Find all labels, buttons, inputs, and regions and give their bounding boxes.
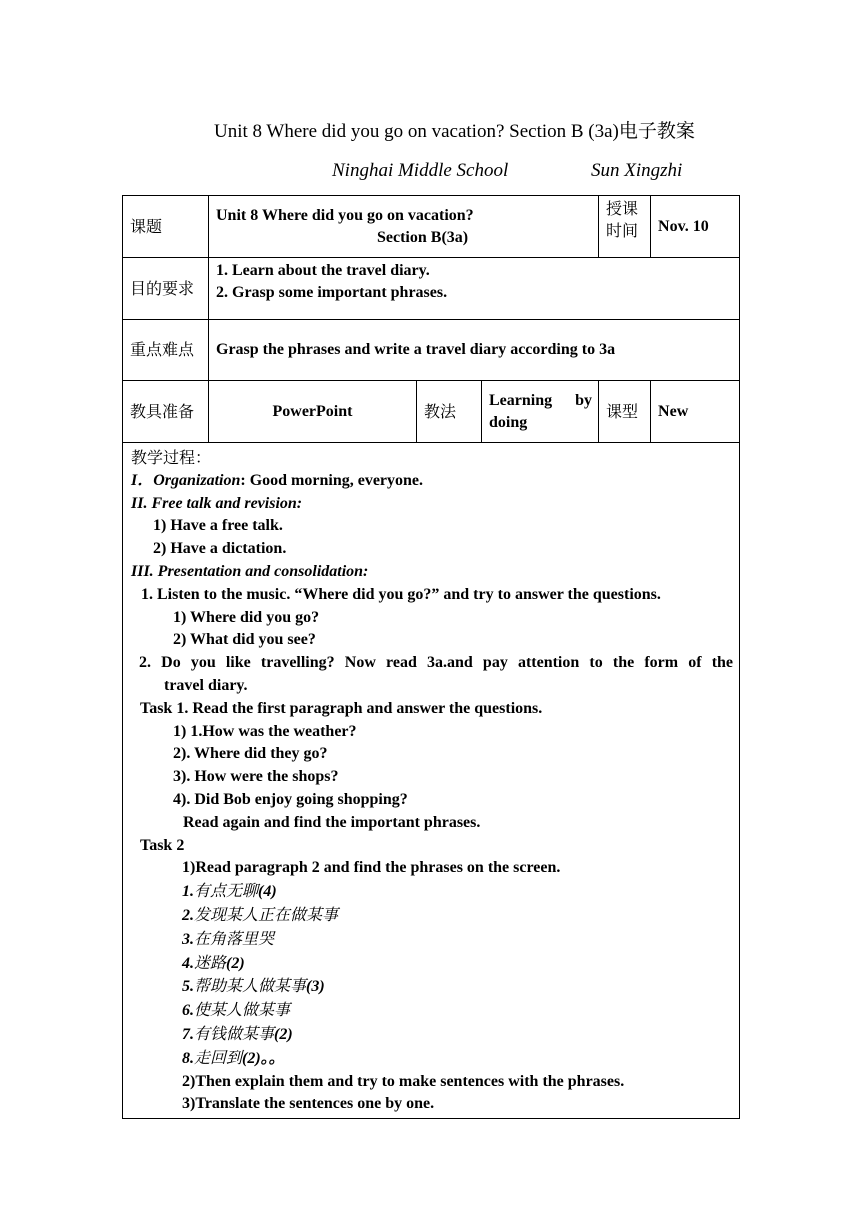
focus-value: Grasp the phrases and write a travel diary according to 3a bbox=[209, 320, 740, 381]
step-1: 1. Listen to the music. “Where did you go?” and try to answer the questions. bbox=[141, 585, 661, 603]
task-2-step-1: 1)Read paragraph 2 and find the phrases on the screen. bbox=[182, 859, 561, 877]
topic-line-2: Section B(3a) bbox=[377, 228, 469, 246]
phrase-item: 2.发现某人正在做某事 bbox=[182, 904, 339, 924]
goal-item: 1. Learn about the travel diary. bbox=[216, 262, 430, 279]
topic-cell bbox=[209, 196, 599, 258]
type-value: New bbox=[651, 381, 740, 443]
teacher-name: Sun Xingzhi bbox=[591, 160, 683, 181]
section-1-title: Organization bbox=[153, 471, 241, 489]
tools-value: PowerPoint bbox=[209, 381, 417, 443]
date-value: Nov. 10 bbox=[651, 196, 740, 258]
step-1-question: 1) Where did you go? bbox=[173, 608, 320, 626]
task-2-title: Task 2 bbox=[140, 836, 185, 854]
focus-row bbox=[123, 320, 740, 381]
tools-row bbox=[123, 381, 740, 443]
goal-item: 2. Grasp some important phrases. bbox=[216, 284, 448, 301]
task-2-step-2: 2)Then explain them and try to make sentences with the phrases. bbox=[182, 1072, 625, 1090]
goals-row bbox=[123, 258, 740, 320]
phrase-item: 1.有点无聊(4) bbox=[182, 881, 277, 901]
section-organization bbox=[131, 470, 733, 493]
topic-row bbox=[123, 196, 740, 258]
step-2-line-1: 2. Do you like travelling? Now read 3a.and pay attention to the form of the bbox=[139, 654, 734, 672]
phrase-item: 8.走回到(2)。。 bbox=[182, 1047, 285, 1067]
step-1-question: 2) What did you see? bbox=[173, 631, 316, 649]
section-2-title: II. Free talk and revision: bbox=[131, 494, 303, 512]
task-1-question: 3). How were the shops? bbox=[173, 768, 339, 786]
tools-label: 教具准备 bbox=[123, 381, 209, 443]
goals-label: 目的要求 bbox=[123, 258, 209, 320]
topic-label: 课题 bbox=[123, 196, 209, 258]
school-name: Ninghai Middle School bbox=[332, 160, 509, 181]
task-1-note: Read again and find the important phrases. bbox=[183, 813, 481, 831]
section-1-text: : Good morning, everyone. bbox=[240, 471, 424, 489]
phrase-item: 5.帮助某人做某事(3) bbox=[182, 976, 325, 996]
phrase-item: 7.有钱做某事(2) bbox=[182, 1023, 293, 1043]
phrase-item: 4.迷路(2) bbox=[182, 952, 245, 972]
process-label: 教学过程： bbox=[131, 448, 212, 467]
section-2-item: 2) Have a dictation. bbox=[153, 540, 287, 558]
document-title: Unit 8 Where did you go on vacation? Section B (3a)电子教案 bbox=[214, 121, 695, 142]
type-label: 课型 bbox=[599, 381, 651, 443]
goals-cell bbox=[209, 258, 740, 320]
topic-line-1: Unit 8 Where did you go on vacation? bbox=[216, 206, 474, 224]
task-1-question: 2). Where did they go? bbox=[173, 745, 328, 763]
date-label: 授课时间 bbox=[599, 196, 651, 258]
method-value: Learning by doing bbox=[482, 381, 599, 443]
task-1-question: 1) 1.How was the weather? bbox=[173, 722, 357, 740]
process-row bbox=[123, 443, 740, 1119]
section-2-item: 1) Have a free talk. bbox=[153, 517, 283, 535]
focus-label: 重点难点 bbox=[123, 320, 209, 381]
task-1-title: Task 1. Read the first paragraph and answer the questions. bbox=[140, 699, 543, 717]
phrase-item: 3.在角落里哭 bbox=[182, 928, 275, 948]
method-label: 教法 bbox=[417, 381, 482, 443]
task-2-step-3: 3)Translate the sentences one by one. bbox=[182, 1095, 435, 1113]
section-1-number: I． bbox=[131, 471, 154, 489]
process-cell bbox=[123, 443, 740, 1119]
section-3-title: III. Presentation and consolidation: bbox=[131, 562, 369, 580]
lesson-plan-table bbox=[122, 195, 740, 1119]
phrase-item: 6.使某人做某事 bbox=[182, 1000, 291, 1020]
task-1-question: 4). Did Bob enjoy going shopping? bbox=[173, 790, 408, 808]
step-2-line-2: travel diary. bbox=[164, 676, 248, 694]
